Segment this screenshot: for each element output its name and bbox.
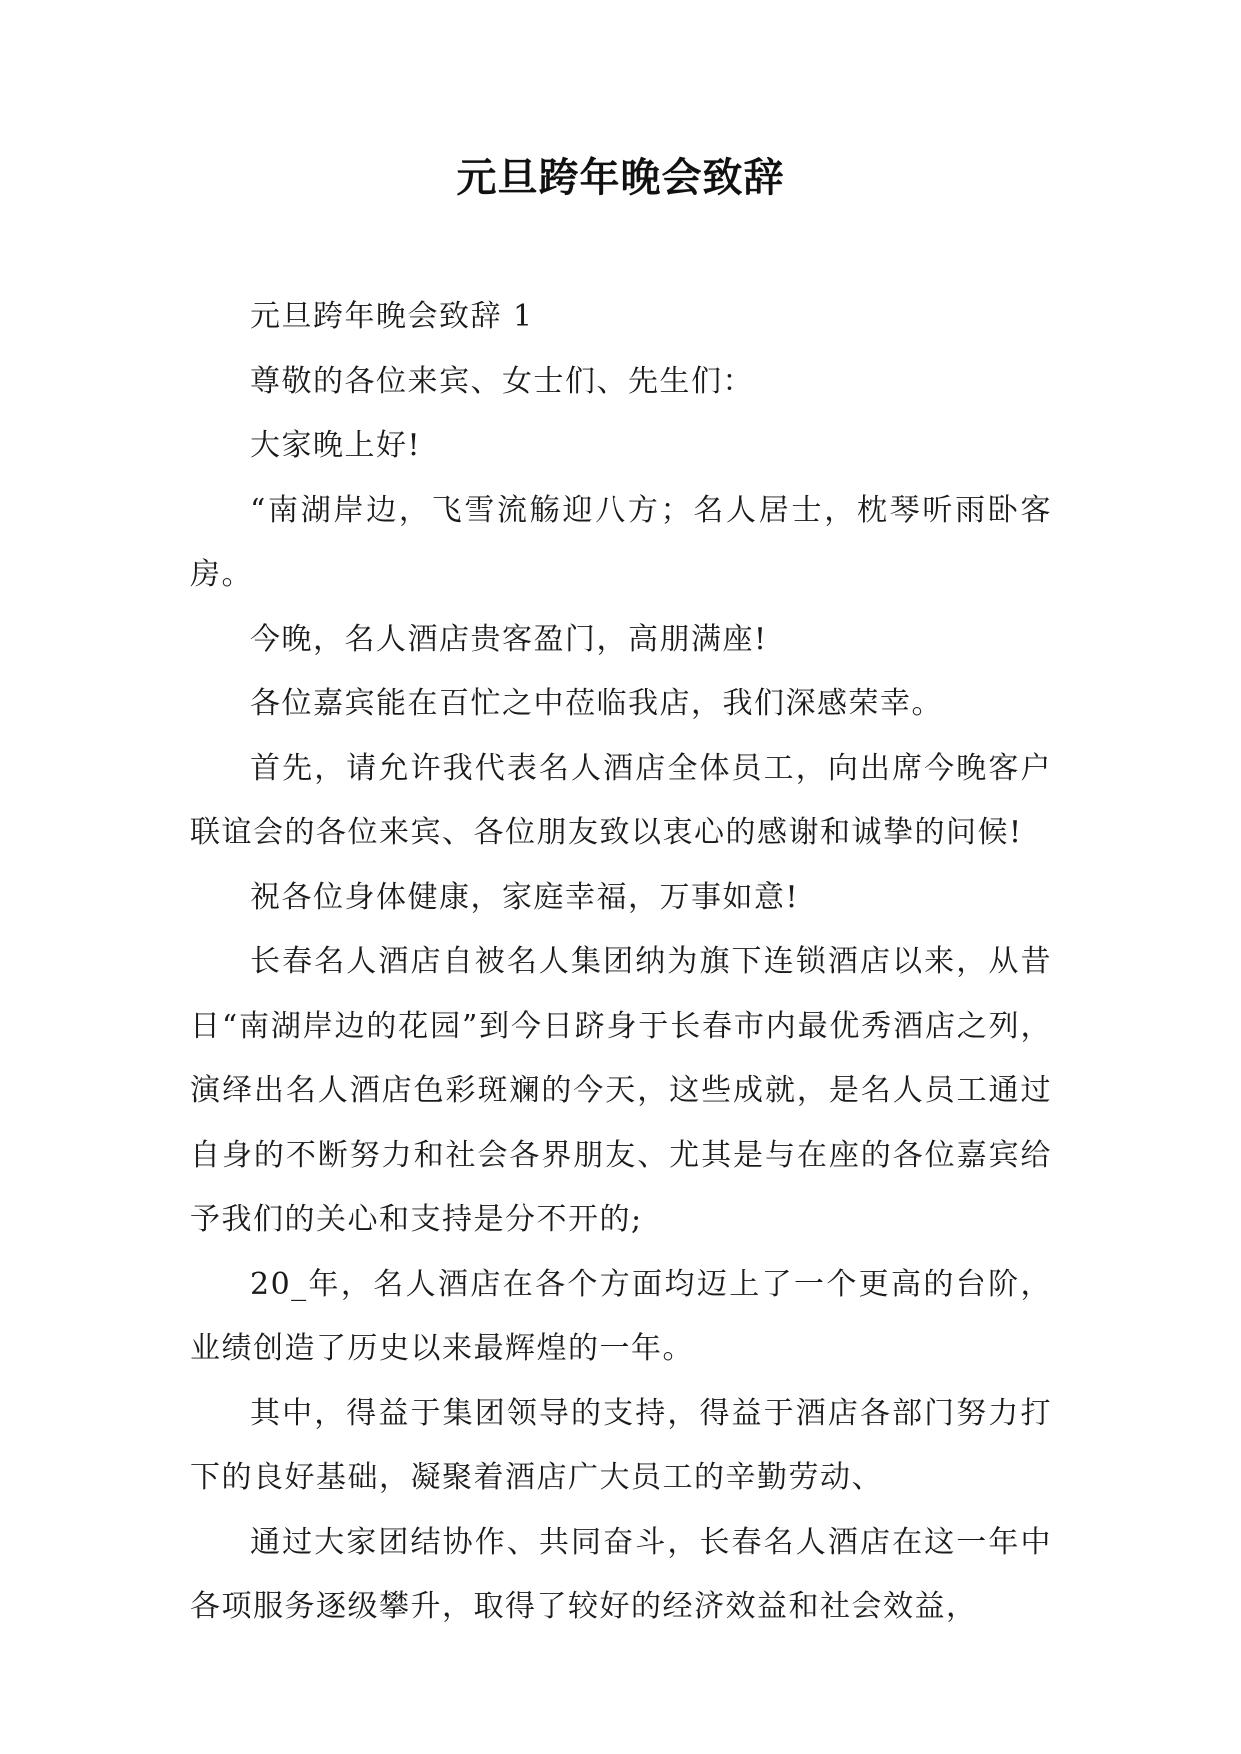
document-body xyxy=(190,285,1052,1640)
paragraph: 元旦跨年晚会致辞 1 xyxy=(250,299,534,334)
paragraph: 今晚，名人酒店贵客盈门，高朋满座! xyxy=(250,621,768,657)
paragraph: 祝各位身体健康，家庭幸福，万事如意! xyxy=(250,879,800,915)
paragraph: “南湖岸边，飞雪流觞迎八方；名人居士，枕琴听雨卧客房。 xyxy=(190,492,1052,592)
paragraph: 20_年，名人酒店在各个方面均迈上了一个更高的台阶，业绩创造了历史以来最辉煌的一年。 xyxy=(190,1266,1052,1366)
paragraph: 长春名人酒店自被名人集团纳为旗下连锁酒店以来，从昔日“南湖岸边的花园”到今日跻身于长春市内最优秀酒店之列，演绎出名人酒店色彩斑斓的今天，这些成就，是名人员工通过自身的不断努力和社会各界朋友、尤其是与在座的各位嘉宾给予我们的关心和支持是分不开的; xyxy=(190,944,1052,1237)
paragraph: 首先，请允许我代表名人酒店全体员工，向出席今晚客户联谊会的各位来宾、各位朋友致以衷心的感谢和诚挚的问候! xyxy=(190,750,1052,850)
document-title: 元旦跨年晚会致辞 xyxy=(456,154,785,201)
paragraph: 各位嘉宾能在百忙之中莅临我店，我们深感荣幸。 xyxy=(250,686,943,721)
paragraph: 通过大家团结协作、共同奋斗，长春名人酒店在这一年中各项服务逐级攀升，取得了较好的经济效益和社会效益， xyxy=(190,1524,1052,1624)
paragraph: 大家晚上好! xyxy=(250,428,422,463)
paragraph: 其中，得益于集团领导的支持，得益于酒店各部门努力打下的良好基础，凝聚着酒店广大员工的辛勤劳动、 xyxy=(190,1395,1052,1495)
paragraph: 尊敬的各位来宾、女士们、先生们： xyxy=(250,363,754,399)
